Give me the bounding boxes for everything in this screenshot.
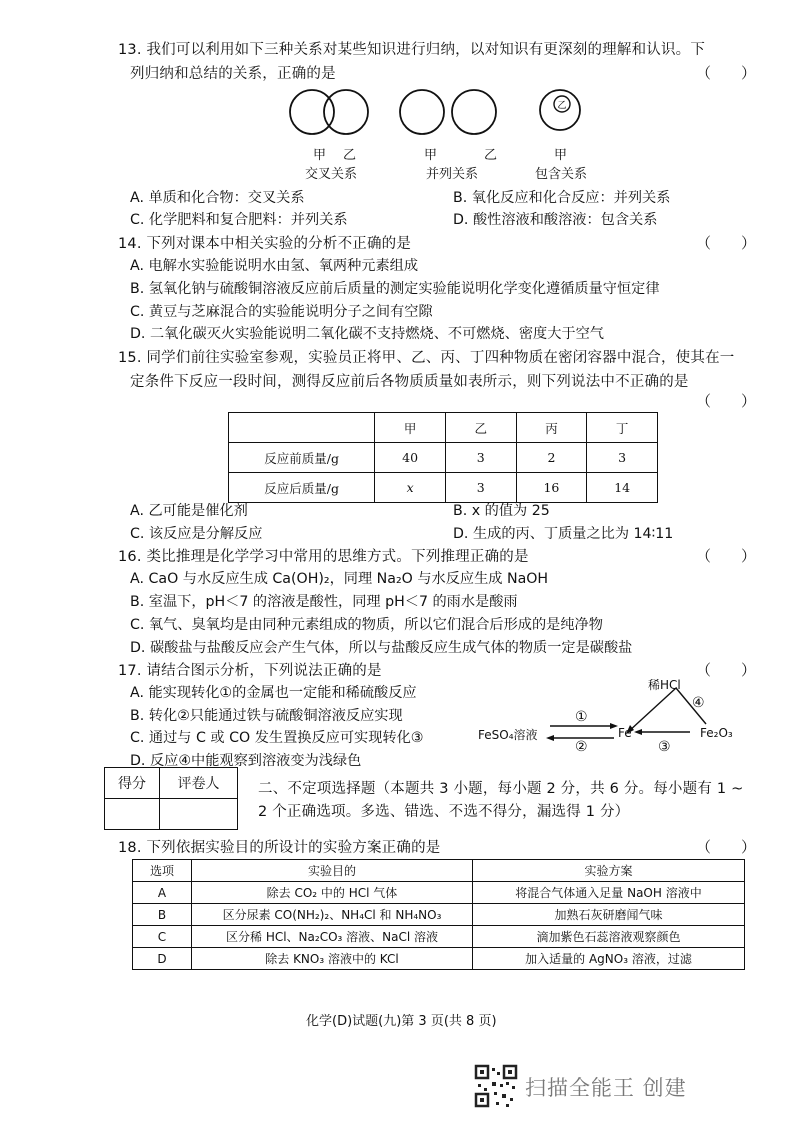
table-cell: 滴加紫色石蕊溶液观察颜色 [473,926,745,948]
feso4-label: FeSO₄溶液 [478,728,538,742]
q18-stem: 18. 下列依据实验目的所设计的实验方案正确的是 [118,840,441,856]
q15-option-d: D. 生成的丙、丁质量之比为 14∶11 [453,526,674,542]
table-cell: 加入适量的 AgNO₃ 溶液，过滤 [473,948,745,970]
table-cell: 乙 [445,413,516,443]
table-cell: 加熟石灰研磨闻气味 [473,904,745,926]
parallel-diagram [400,90,496,134]
qr-code-icon [474,1064,518,1108]
table-cell: 2 [516,443,587,473]
table-cell: 将混合气体通入足量 NaOH 溶液中 [473,882,745,904]
table-cell [229,413,375,443]
table-cell: 选项 [133,860,192,882]
q16-option-d: D. 碳酸盐与盐酸反应会产生气体，所以与盐酸反应生成气体的物质一定是碳酸盐 [130,640,633,656]
q13-option-b: B. 氧化反应和化合反应：并列关系 [453,190,671,206]
q13-line1: 13. 我们可以利用如下三种关系对某些知识进行归纳，以对知识有更深刻的理解和认识。下 [118,42,706,58]
q17-conversion-diagram [478,672,748,767]
diag3-label-a: 甲 [554,148,568,163]
q17-option-c: C. 通过与 C 或 CO 发生置换反应可实现转化③ [130,730,424,746]
q16-stem: 16. 类比推理是化学学习中常用的思维方式。下列推理正确的是 [118,549,529,565]
diag1-label-b: 乙 [343,148,357,163]
fe2o3-label: Fe₂O₃ [700,726,733,740]
table-cell: 除去 CO₂ 中的 HCl 气体 [192,882,473,904]
diag3-caption: 包含关系 [535,167,588,182]
arrow-head [610,723,618,729]
q17-option-b: B. 转化②只能通过铁与硫酸铜溶液反应实现 [130,708,403,724]
q16-answer-paren: （ ） [696,547,757,565]
table-cell: 14 [587,473,658,503]
q16-option-c: C. 氧气、臭氧均是由同种元素组成的物质，所以它们混合后形成的是纯净物 [130,617,603,633]
q14-option-d: D. 二氧化碳灭火实验能说明二氧化碳不支持燃烧、不可燃烧、密度大于空气 [130,326,604,342]
table-cell: 40 [375,443,446,473]
table-cell: x [375,473,446,503]
q15-mass-table [228,412,658,503]
step2-label: ② [575,739,588,755]
table-cell: B [133,904,192,926]
table-row [133,882,745,904]
arrow-head [634,729,642,735]
table-cell: 3 [445,473,516,503]
q15-answer-paren: （ ） [696,392,757,410]
diag1-caption: 交叉关系 [305,167,358,182]
grader-label: 评卷人 [160,768,238,799]
table-cell: 丁 [587,413,658,443]
q15-option-a: A. 乙可能是催化剂 [130,503,248,519]
q14-stem: 14. 下列对课本中相关实验的分析不正确的是 [118,236,412,252]
watermark-text: 扫描全能王 创建 [525,1076,687,1100]
arrow-line [628,688,676,732]
table-cell: D [133,948,192,970]
table-header-row [133,860,745,882]
table-cell: 3 [445,443,516,473]
q16-option-b: B. 室温下，pH＜7 的溶液是酸性，同理 pH＜7 的雨水是酸雨 [130,594,518,610]
section2-line1: 二、不定项选择题（本题共 3 小题，每小题 2 分，共 6 分。每小题有 1 ~ [258,781,744,797]
q14-option-a: A. 电解水实验能说明水由氢、氧两种元素组成 [130,258,419,274]
q14-option-c: C. 黄豆与芝麻混合的实验能说明分子之间有空隙 [130,304,433,320]
arrow-head [546,735,554,741]
table-cell: 区分稀 HCl、Na₂CO₃ 溶液、NaCl 溶液 [192,926,473,948]
q13-option-c: C. 化学肥料和复合肥料：并列关系 [130,212,348,228]
q16-option-a: A. CaO 与水反应生成 Ca(OH)₂，同理 Na₂O 与水反应生成 NaOH [130,571,549,587]
diag2-caption: 并列关系 [426,167,479,182]
step1-label: ① [575,709,588,725]
q13-option-d: D. 酸性溶液和酸溶液：包含关系 [453,212,658,228]
q15-option-c: C. 该反应是分解反应 [130,526,263,542]
table-cell: 区分尿素 CO(NH₂)₂、NH₄Cl 和 NH₄NO₃ [192,904,473,926]
q17-option-d: D. 反应④中能观察到溶液变为浅绿色 [130,753,362,769]
score-label: 得分 [105,768,160,799]
section2-line2: 2 个正确选项。多选、错选、不选不得分，漏选得 1 分） [258,804,630,820]
q17-answer-paren: （ ） [696,661,757,679]
table-cell: 16 [516,473,587,503]
dilute-hcl-label: 稀HCl [648,678,681,692]
table-row [133,926,745,948]
table-row [133,904,745,926]
step4-label: ④ [692,695,705,711]
containment-diagram [540,90,580,130]
score-cell [105,799,160,830]
q13-answer-paren: （ ） [696,64,757,82]
table-cell: C [133,926,192,948]
q14-option-b: B. 氢氧化钠与硫酸铜溶液反应前后质量的测定实验能说明化学变化遵循质量守恒定律 [130,281,660,297]
table-row [133,948,745,970]
q13-option-a: A. 单质和化合物：交叉关系 [130,190,305,206]
table-cell: 丙 [516,413,587,443]
table-cell: 反应后质量/g [229,473,375,503]
page-footer: 化学(D)试题(九)第 3 页(共 8 页) [306,1014,497,1029]
table-cell: 实验方案 [473,860,745,882]
table-cell: A [133,882,192,904]
table-header-row [229,413,658,443]
fe-label: Fe [618,726,632,740]
q17-stem: 17. 请结合图示分析，下列说法正确的是 [118,663,382,679]
table-cell: 甲 [375,413,446,443]
q13-line2: 列归纳和总结的关系，正确的是 [130,66,336,82]
table-cell: 实验目的 [192,860,473,882]
q14-answer-paren: （ ） [696,234,757,252]
table-cell: 3 [587,443,658,473]
table-cell: 除去 KNO₃ 溶液中的 KCl [192,948,473,970]
q17-option-a: A. 能实现转化①的金属也一定能和稀硫酸反应 [130,685,417,701]
diag2-label-a: 甲 [424,148,438,163]
step3-label: ③ [658,739,671,755]
intersect-diagram [290,90,368,134]
table-row [229,473,658,503]
q18-answer-paren: （ ） [696,838,757,856]
q15-line1: 15. 同学们前往实验室参观，实验员正将甲、乙、丙、丁四种物质在密闭容器中混合，使其在一 [118,350,735,366]
table-cell: 反应前质量/g [229,443,375,473]
q15-option-b: B. x 的值为 25 [453,503,550,519]
diag1-label-a: 甲 [313,148,327,163]
diag2-label-b: 乙 [484,148,498,163]
q18-scheme-table [132,859,745,970]
inner-label: 乙 [557,101,567,111]
grader-cell [160,799,238,830]
q15-line2: 定条件下反应一段时间，测得反应前后各物质质量如表所示，则下列说法中不正确的是 [130,374,689,390]
table-row [229,443,658,473]
score-box [104,767,238,830]
